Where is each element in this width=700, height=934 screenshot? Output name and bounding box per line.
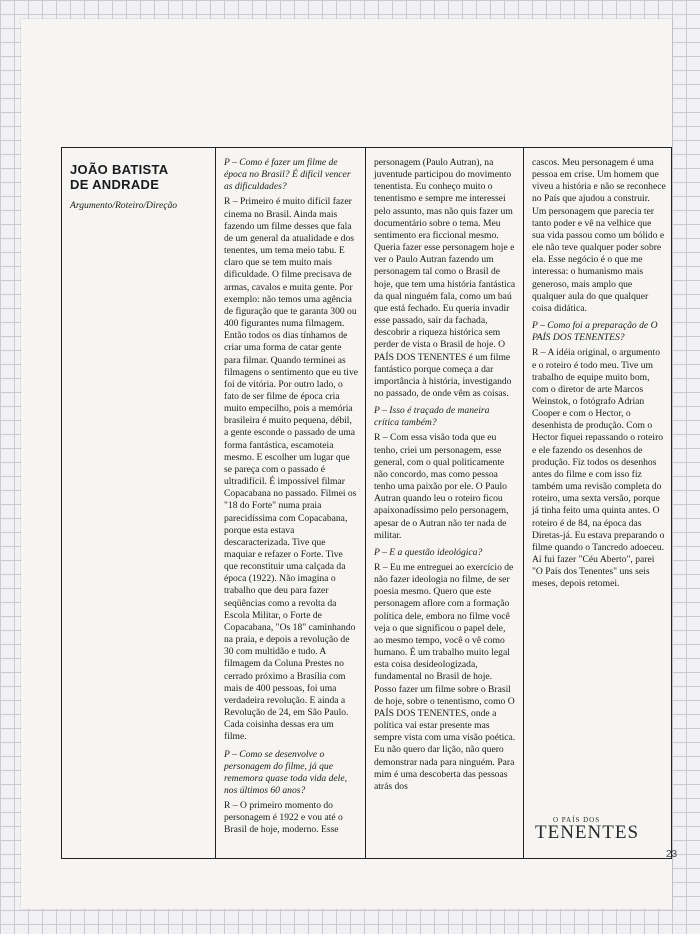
film-title-logo [535, 816, 640, 844]
interview-column-3 [523, 148, 673, 858]
interview-question: P – Isso é traçado de maneira crítica também? [374, 405, 490, 429]
logo-main-text: TENENTES [535, 822, 640, 843]
interview-answer: cascos. Meu personagem é uma pessoa em crise. Um homem que viveu a história e não se reconhece no País que ajudou a construir. Um personagem que parecia ter tanto poder e vê na velhice que sua vida passou como um bólido e ele não teve qualquer poder sobre ela. Esse negócio é o que me interessa: o humanismo mais generoso, mais amplo que qualquer aula do que qualquer coisa didática. [532, 157, 666, 314]
article-frame [61, 147, 672, 859]
interview-column-1 [215, 148, 365, 858]
author-name [70, 162, 208, 192]
interview-answer: R – A idéia original, o argumento e o roteiro é todo meu. Tive um trabalho de equipe muito bom, com o diretor de arte Marcos Weinstok, o fotógrafo Adrian Cooper e com o Hector, o desenhista de produção. Com o Hector fiquei repassando o roteiro e ele fazendo os desenhos de produção. Fiz todos os desenhos antes do filme e com isso fiz também uma revisão completa do roteiro, uma sexta versão, porque já tinha feito uma quinta antes. O roteiro é de 84, na época das Diretas-já. Eu estava preparando o filme quando o Tancredo adoeceu. Aí fui fazer "Céu Aberto", parei "O País dos Tenentes" uns seis meses, depois retomei. [532, 347, 665, 590]
interview-answer: personagem (Paulo Autran), na juventude participou do movimento tenentista. Eu conheço muito o tenentismo e sempre me interessei pelo assunto, mas não quis fazer um documentário sobre o tema. Meu sentimento era ficcional mesmo. Queria fazer esse personagem hoje e ver o Paulo Autran fazendo um personagem tal como o Brasil de hoje, que tem uma história fantástica da qual ninguém fala, como um baú que está fechado. Eu queria invadir esse passado, sair da fachada, descobrir a riqueza histórica sem perder de vista o Brasil de hoje. O PAÍS DOS TENENTES é um filme fantástico porque começa a dar importância à história, investigando no passado, de onde vêm as coisas. [374, 157, 516, 399]
interview-question: P – Como é fazer um filme de época no Brasil? É difícil vencer as dificuldades? [224, 157, 351, 193]
logo-small-text: O PAÍS DOS [553, 816, 601, 824]
author-name-line1: JOÃO BATISTA [70, 162, 169, 177]
interview-answer: R – Primeiro é muito difícil fazer cinema no Brasil. Ainda mais fazendo um filme desses que fala de um general da atualidade e dos tenentes, um tema meio tabu. E claro que se tem muito mais dificuldade. O filme precisava de armas, cavalos e muita gente. Por exemplo: não temos uma agência de figuração que te garanta 300 ou 400 figurantes numa filmagem. Então todos os dias tínhamos de criar uma forma de catar gente para filmar. Quando terminei as filmagens o sentimento que eu tive foi de vitória. Por outro lado, o fato de ser filme de época cria muito empecilho, pois a memória brasileira é muito pequena, débil, a gente esconde o passado de uma forma fantástica, escamoteia mesmo. E escolher um lugar que se pareça com o passado é ultradifícil. É impossível filmar Copacabana no passado. Filmei os "18 do Forte" numa praia parecidíssima com Copacabana, porque esta estava descaracterizada. Tive que maquiar e refazer o Forte. Tive que reconstituir uma calçada da época (1922). Não imagina o trabalho que deu para fazer seqüências como a revolta da Escola Militar, o Forte de Copacabana, "Os 18" caminhando na praia, e depois a revolução de 30 com multidão e tudo. A filmagem da Coluna Prestes no cerrado próximo a Brasília com mais de 400 pessoas, foi uma verdadeira revolução. E ainda a Revolução de 24, em São Paulo. Cada coisinha dessas era um filme. [224, 196, 359, 743]
interview-question: P – Como foi a preparação de O PAÍS DOS TENENTES? [532, 320, 658, 344]
page-number: 23 [666, 849, 678, 860]
interview-question: P – E a questão ideológica? [374, 546, 483, 558]
interview-question: P – Como se desenvolve o personagem do filme, já que rememora quase toda vida dele, nos últimos 60 anos? [224, 748, 348, 796]
author-role: Argumento/Roteiro/Direção [70, 200, 178, 211]
author-name-line2: DE ANDRADE [70, 177, 160, 192]
magazine-page [21, 19, 678, 909]
interview-answer: R – Com essa visão toda que eu tenho, criei um personagem, esse general, com o qual politicamente não concordo, mas como pessoa tenho uma paixão por ele. O Paulo Autran quando leu o roteiro ficou apaixonadíssimo pelo personagem, apesar de o Autran não ter nada de militar. [374, 432, 509, 541]
interview-answer: R – O primeiro momento do personagem é 1922 e vou até o Brasil de hoje, moderno. Esse [224, 800, 343, 836]
author-column [62, 148, 215, 858]
interview-answer: R – Eu me entreguei ao exercício de não fazer ideologia no filme, de ser poesia mesmo. Quero que este personagem aflore com a formação política dele, embora no filme você veja o que significou o papel dele, ao mesmo tempo, você o vê como humano. É um trabalho muito legal esta coisa desideologizada, fundamental no Brasil de hoje. Posso fazer um filme sobre o Brasil de hoje, sobre o tenentismo, como O PAÍS DOS TENENTES, onde a política vai estar presente mas sempre vista com uma visão poética. Eu não quero dar lição, não quero demonstrar nada para ninguém. Para mim é uma descoberta das pessoas atrás dos [374, 562, 516, 792]
interview-column-2 [365, 148, 523, 858]
